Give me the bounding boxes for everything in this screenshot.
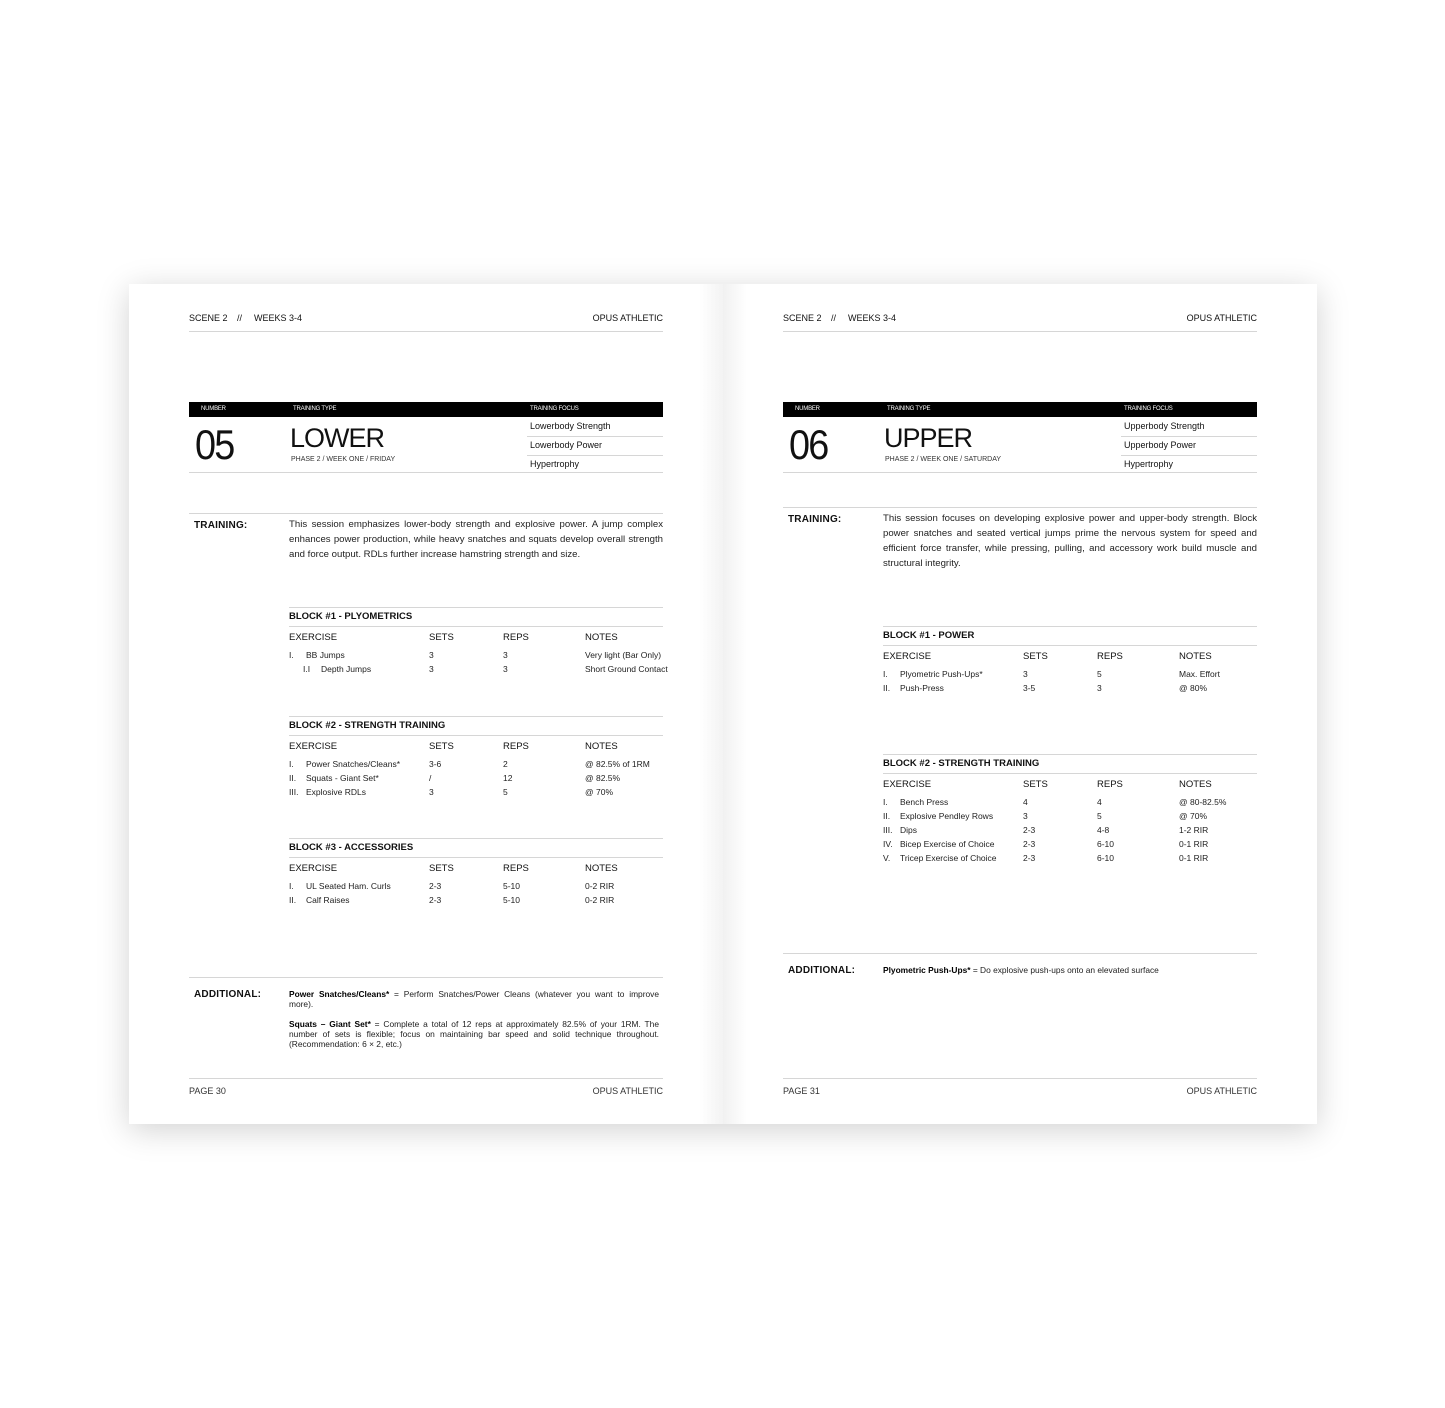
note-term: Plyometric Push-Ups* <box>883 965 971 975</box>
exercise-reps: 12 <box>503 773 513 783</box>
exercise-notes: @ 80-82.5% <box>1179 797 1227 807</box>
training-type-label: TRAINING TYPE <box>293 406 337 412</box>
page-right <box>723 284 1317 1124</box>
footer-brand: OPUS ATHLETIC <box>592 1086 663 1096</box>
additional-label: ADDITIONAL: <box>194 989 262 1000</box>
header-scene: SCENE 2 <box>189 313 228 323</box>
column-header: REPS <box>503 741 529 752</box>
exercise-sets: 2-3 <box>1023 839 1036 849</box>
column-header: SETS <box>429 632 454 643</box>
training-label: TRAINING: <box>194 520 248 531</box>
exercise-name: Squats - Giant Set* <box>306 773 379 783</box>
exercise-reps: 5 <box>1097 811 1102 821</box>
page-left <box>129 284 723 1124</box>
focus-divider <box>1121 436 1257 437</box>
block-title: BLOCK #1 - PLYOMETRICS <box>289 611 413 622</box>
exercise-reps: 5-10 <box>503 895 521 905</box>
exercise-reps: 5-10 <box>503 881 521 891</box>
exercise-name: Bicep Exercise of Choice <box>900 839 995 849</box>
exercise-name: Plyometric Push-Ups* <box>900 669 983 679</box>
exercise-name: Explosive RDLs <box>306 787 366 797</box>
column-header: NOTES <box>585 632 618 643</box>
exercise-notes: 0-1 RIR <box>1179 839 1209 849</box>
focus-divider <box>527 455 663 456</box>
column-header: REPS <box>1097 779 1123 790</box>
training-type-label: TRAINING TYPE <box>887 406 931 412</box>
exercise-notes: @ 80% <box>1179 683 1208 693</box>
additional-divider <box>783 953 1257 954</box>
exercise-numeral: I. <box>289 759 294 769</box>
exercise-sets: 3 <box>429 787 434 797</box>
block-title-divider <box>883 645 1257 646</box>
column-header: SETS <box>1023 651 1048 662</box>
exercise-notes: @ 82.5% <box>585 773 621 783</box>
exercise-notes: 0-2 RIR <box>585 881 615 891</box>
exercise-notes: Short Ground Contact <box>585 664 668 674</box>
additional-note <box>883 965 1253 975</box>
note-text: = Do explosive push-ups onto an elevated surface <box>970 965 1159 975</box>
training-type: UPPER <box>884 423 973 453</box>
training-focus-label: TRAINING FOCUS <box>1124 406 1173 412</box>
exercise-notes: @ 70% <box>585 787 614 797</box>
additional-note <box>289 989 659 1009</box>
exercise-reps: 5 <box>1097 669 1102 679</box>
exercise-notes: @ 70% <box>1179 811 1208 821</box>
info-bottom-divider <box>189 472 663 473</box>
column-header: NOTES <box>585 863 618 874</box>
header-weeks: WEEKS 3-4 <box>254 313 303 323</box>
additional-label: ADDITIONAL: <box>788 965 856 976</box>
header-weeks: WEEKS 3-4 <box>848 313 897 323</box>
exercise-numeral: I. <box>883 797 888 807</box>
footer-brand: OPUS ATHLETIC <box>1186 1086 1257 1096</box>
exercise-numeral: III. <box>289 787 299 797</box>
additional-divider <box>189 977 663 978</box>
exercise-sets: 3 <box>429 650 434 660</box>
note-term: Squats – Giant Set* <box>289 1019 371 1029</box>
column-header: EXERCISE <box>289 632 338 643</box>
exercise-numeral: II. <box>289 895 297 905</box>
session-subtitle: PHASE 2 / WEEK ONE / FRIDAY <box>291 456 396 463</box>
header-brand: OPUS ATHLETIC <box>1186 313 1257 323</box>
header-scene: SCENE 2 <box>783 313 822 323</box>
block-divider <box>883 626 1257 627</box>
exercise-sets: 3 <box>1023 811 1028 821</box>
number-label: NUMBER <box>201 406 226 412</box>
session-number: 06 <box>789 421 828 468</box>
exercise-reps: 3 <box>503 664 508 674</box>
exercise-reps: 6-10 <box>1097 853 1115 863</box>
exercise-name: Power Snatches/Cleans* <box>306 759 401 769</box>
column-header: EXERCISE <box>883 651 932 662</box>
exercise-name: UL Seated Ham. Curls <box>306 881 391 891</box>
training-focus-item: Hypertrophy <box>1124 459 1174 469</box>
training-divider <box>189 513 663 514</box>
column-header: SETS <box>429 741 454 752</box>
exercise-name: Calf Raises <box>306 895 350 905</box>
page-number: PAGE 30 <box>189 1086 226 1096</box>
block-title-divider <box>289 735 663 736</box>
note-text: = Complete a total of 12 reps at approximately 82.5% of your 1RM. The number of sets is flexible; focus on maintaining bar speed and solid technique throughout. (Recommendation: 6 × 2, etc.) <box>289 1019 659 1049</box>
exercise-numeral: II. <box>289 773 297 783</box>
exercise-numeral: II. <box>883 811 891 821</box>
exercise-notes: Max. Effort <box>1179 669 1220 679</box>
exercise-sets: 2-3 <box>1023 825 1036 835</box>
exercise-sets: 3-6 <box>429 759 442 769</box>
block-divider <box>883 754 1257 755</box>
exercise-name: Explosive Pendley Rows <box>900 811 994 821</box>
training-focus-item: Hypertrophy <box>530 459 580 469</box>
exercise-sets: 4 <box>1023 797 1028 807</box>
block-divider <box>289 716 663 717</box>
exercise-name: Dips <box>900 825 918 835</box>
exercise-sets: 3-5 <box>1023 683 1036 693</box>
info-bar <box>783 402 1257 417</box>
training-divider <box>783 507 1257 508</box>
exercise-reps: 6-10 <box>1097 839 1115 849</box>
note-text: = Perform Snatches/Power Cleans (whatever you want to improve more). <box>289 989 659 1009</box>
focus-divider <box>1121 455 1257 456</box>
exercise-notes: 1-2 RIR <box>1179 825 1209 835</box>
exercise-notes: Very light (Bar Only) <box>585 650 662 660</box>
exercise-numeral: III. <box>883 825 893 835</box>
block-title-divider <box>289 626 663 627</box>
header-separator: // <box>831 313 837 323</box>
exercise-numeral: I. <box>289 881 294 891</box>
block-divider <box>289 607 663 608</box>
column-header: REPS <box>503 632 529 643</box>
exercise-notes: 0-1 RIR <box>1179 853 1209 863</box>
training-focus-item: Upperbody Strength <box>1124 421 1205 431</box>
session-subtitle: PHASE 2 / WEEK ONE / SATURDAY <box>885 456 1002 463</box>
exercise-reps: 3 <box>503 650 508 660</box>
footer-divider <box>189 1078 663 1079</box>
training-label: TRAINING: <box>788 514 842 525</box>
exercise-numeral: I. <box>289 650 294 660</box>
block-title-divider <box>289 857 663 858</box>
exercise-name: BB Jumps <box>306 650 345 660</box>
info-bottom-divider <box>783 472 1257 473</box>
exercise-numeral: IV. <box>883 839 893 849</box>
header-brand: OPUS ATHLETIC <box>592 313 663 323</box>
exercise-sets: / <box>429 773 432 783</box>
header-divider <box>189 331 663 332</box>
column-header: SETS <box>429 863 454 874</box>
focus-divider <box>527 436 663 437</box>
block-title: BLOCK #1 - POWER <box>883 630 975 641</box>
exercise-notes: 0-2 RIR <box>585 895 615 905</box>
note-term: Power Snatches/Cleans* <box>289 989 390 999</box>
training-description: This session focuses on developing explosive power and upper-body strength. Block power snatches and seated vertical jumps prime the nervous system for speed and efficient force transfer, while pressing, pulling, and accessory work build muscle and structural integrity. <box>883 513 1257 569</box>
exercise-sets: 2-3 <box>1023 853 1036 863</box>
training-focus-item: Lowerbody Power <box>530 440 603 450</box>
exercise-reps: 2 <box>503 759 508 769</box>
block-title: BLOCK #2 - STRENGTH TRAINING <box>883 758 1040 769</box>
exercise-numeral: II. <box>883 683 891 693</box>
training-description: This session emphasizes lower-body strength and explosive power. A jump complex enhances power production, while heavy snatches and squats develop overall strength and force output. RDLs further increase hamstring strength and size. <box>289 519 663 560</box>
book-spread <box>129 284 1317 1124</box>
exercise-reps: 5 <box>503 787 508 797</box>
session-number: 05 <box>195 421 234 468</box>
exercise-name: Depth Jumps <box>321 664 372 674</box>
column-header: REPS <box>503 863 529 874</box>
exercise-reps: 4 <box>1097 797 1102 807</box>
column-header: NOTES <box>585 741 618 752</box>
block-title-divider <box>883 773 1257 774</box>
header-divider <box>783 331 1257 332</box>
exercise-sets: 3 <box>1023 669 1028 679</box>
training-focus-item: Upperbody Power <box>1124 440 1197 450</box>
training-type: LOWER <box>290 423 385 453</box>
block-divider <box>289 838 663 839</box>
exercise-name: Tricep Exercise of Choice <box>900 853 997 863</box>
column-header: EXERCISE <box>289 863 338 874</box>
exercise-sets: 2-3 <box>429 881 442 891</box>
exercise-numeral: I. <box>883 669 888 679</box>
exercise-name: Bench Press <box>900 797 949 807</box>
number-label: NUMBER <box>795 406 820 412</box>
training-focus-item: Lowerbody Strength <box>530 421 611 431</box>
column-header: REPS <box>1097 651 1123 662</box>
column-header: SETS <box>1023 779 1048 790</box>
additional-note <box>289 1019 659 1049</box>
exercise-numeral: V. <box>883 853 891 863</box>
training-focus-label: TRAINING FOCUS <box>530 406 579 412</box>
info-bar <box>189 402 663 417</box>
exercise-notes: @ 82.5% of 1RM <box>585 759 650 769</box>
block-title: BLOCK #3 - ACCESSORIES <box>289 842 414 853</box>
exercise-numeral: I.I <box>303 664 311 674</box>
column-header: EXERCISE <box>289 741 338 752</box>
block-title: BLOCK #2 - STRENGTH TRAINING <box>289 720 446 731</box>
exercise-sets: 2-3 <box>429 895 442 905</box>
column-header: NOTES <box>1179 779 1212 790</box>
exercise-sets: 3 <box>429 664 434 674</box>
exercise-reps: 4-8 <box>1097 825 1110 835</box>
header-separator: // <box>237 313 243 323</box>
footer-divider <box>783 1078 1257 1079</box>
exercise-reps: 3 <box>1097 683 1102 693</box>
column-header: EXERCISE <box>883 779 932 790</box>
exercise-name: Push-Press <box>900 683 944 693</box>
column-header: NOTES <box>1179 651 1212 662</box>
page-number: PAGE 31 <box>783 1086 820 1096</box>
